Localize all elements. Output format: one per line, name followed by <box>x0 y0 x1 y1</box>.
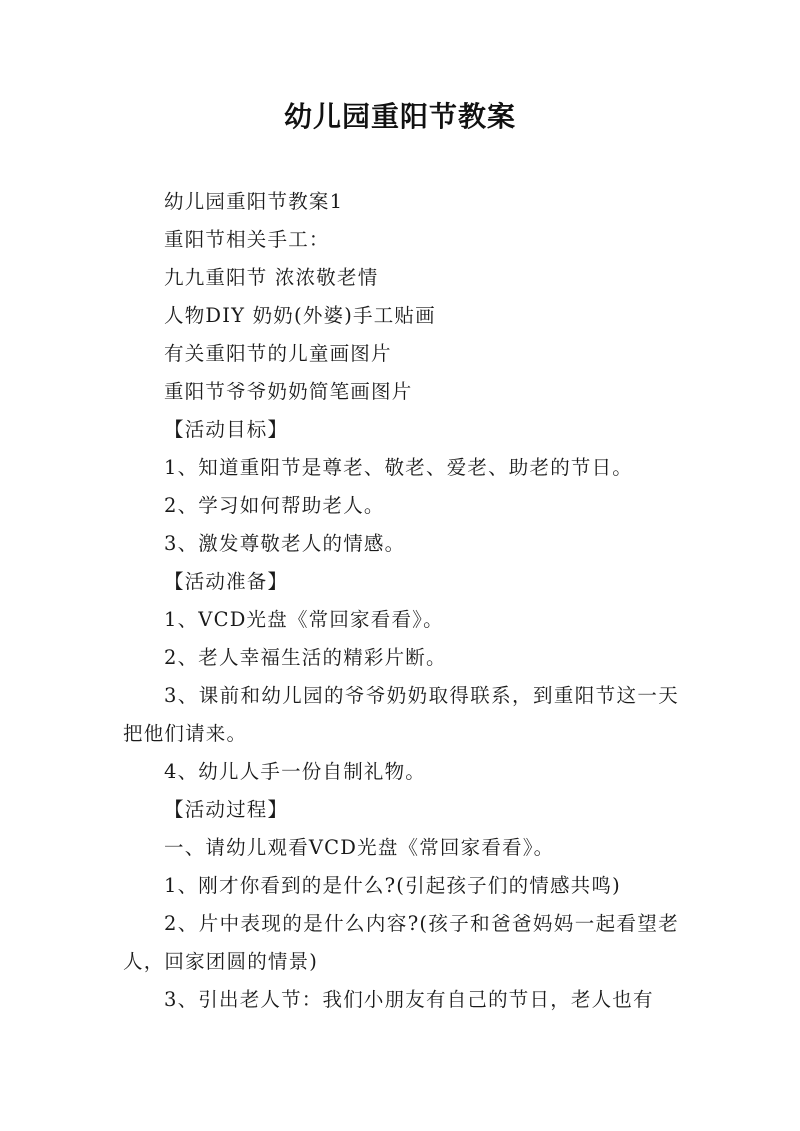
paragraph: 3、激发尊敬老人的情感。 <box>164 532 406 555</box>
paragraph: 2、老人幸福生活的精彩片断。 <box>164 646 447 669</box>
paragraph: 重阳节爷爷奶奶简笔画图片 <box>164 380 413 403</box>
paragraph: 重阳节相关手工： <box>164 228 330 251</box>
paragraph: 有关重阳节的儿童画图片 <box>164 342 392 365</box>
document-body <box>123 183 679 1019</box>
section-heading: 【活动准备】 <box>164 570 289 593</box>
paragraph: 幼儿园重阳节教案1 <box>164 190 344 213</box>
paragraph: 3、引出老人节：我们小朋友有自己的节日，老人也有 <box>164 988 654 1011</box>
section-heading: 【活动目标】 <box>164 418 289 441</box>
paragraph: 1、VCD光盘《常回家看看》。 <box>164 608 444 631</box>
paragraph: 1、知道重阳节是尊老、敬老、爱老、助老的节日。 <box>164 456 634 479</box>
paragraph: 2、片中表现的是什么内容?(孩子和爸爸妈妈一起看望老人，回家团圆的情景) <box>123 912 679 973</box>
paragraph: 九九重阳节 浓浓敬老情 <box>164 266 379 289</box>
paragraph: 人物DIY 奶奶(外婆)手工贴画 <box>164 304 436 327</box>
section-heading: 【活动过程】 <box>164 798 289 821</box>
document-title: 幼儿园重阳节教案 <box>283 100 516 133</box>
paragraph: 3、课前和幼儿园的爷爷奶奶取得联系，到重阳节这一天把他们请来。 <box>123 684 679 745</box>
paragraph: 一、请幼儿观看VCD光盘《常回家看看》。 <box>164 836 555 859</box>
paragraph: 2、学习如何帮助老人。 <box>164 494 385 517</box>
paragraph: 1、刚才你看到的是什么?(引起孩子们的情感共鸣) <box>164 874 621 897</box>
paragraph: 4、幼儿人手一份自制礼物。 <box>164 760 427 783</box>
